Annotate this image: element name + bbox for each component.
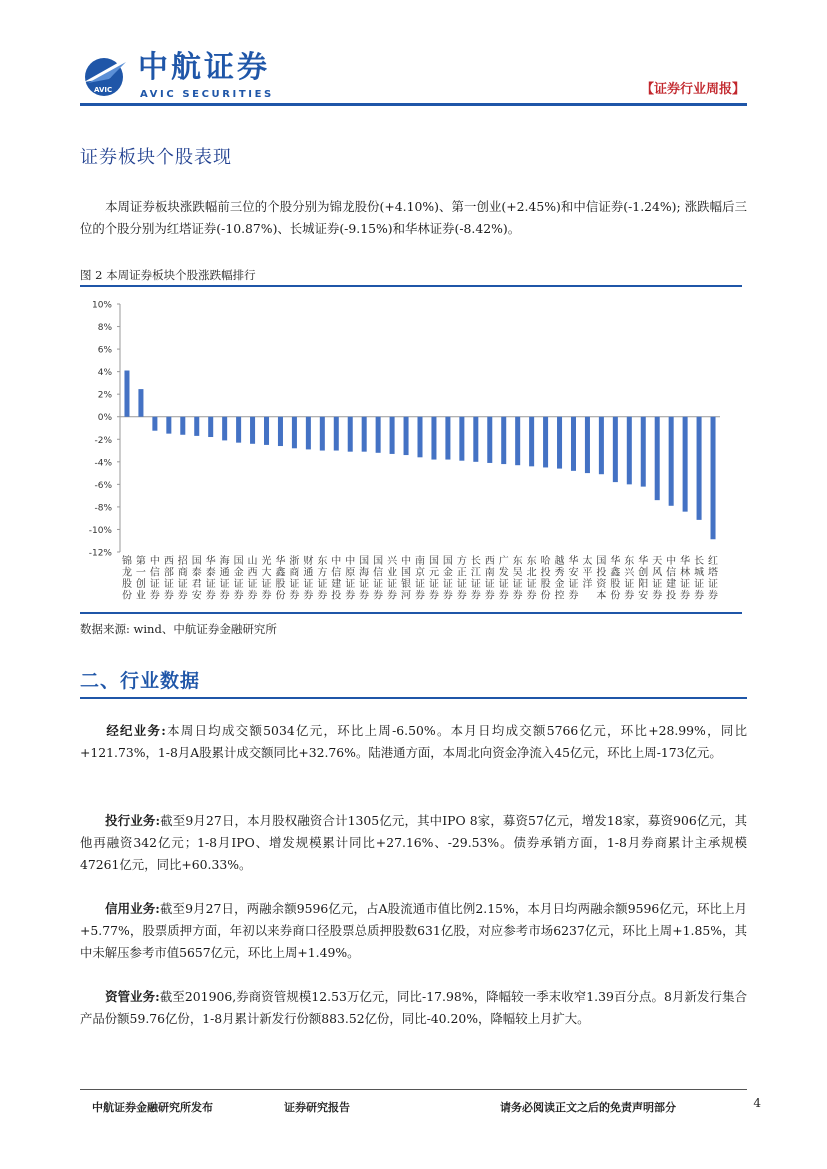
bar-15	[334, 417, 339, 451]
y-tick-label: 6%	[97, 345, 112, 356]
x-category-label: 国泰君安	[191, 556, 202, 602]
x-category-label: 华鑫股份	[610, 556, 621, 602]
bar-9	[250, 417, 255, 444]
am-label: 资管业务:	[105, 989, 160, 1004]
y-tick-label: -4%	[94, 458, 112, 469]
x-category-label: 越秀金控	[554, 556, 565, 602]
x-category-label: 国海证券	[359, 556, 370, 602]
y-tick-label: 0%	[97, 413, 112, 424]
bar-37	[641, 417, 646, 487]
bar-7	[222, 417, 227, 441]
bar-22	[431, 417, 436, 460]
bar-0	[124, 371, 129, 417]
y-tick-label: 4%	[97, 368, 112, 379]
x-category-label: 华安证券	[568, 556, 579, 602]
bar-39	[669, 417, 674, 506]
bar-5	[194, 417, 199, 436]
bar-40	[683, 417, 688, 512]
bar-29	[529, 417, 534, 467]
bar-24	[459, 417, 464, 461]
x-category-label: 南京证券	[415, 556, 425, 602]
header-divider	[80, 103, 747, 106]
x-category-label: 华创阳安	[638, 556, 649, 602]
bar-41	[697, 417, 702, 520]
bar-30	[543, 417, 548, 468]
x-category-label: 华鑫股份	[275, 556, 286, 602]
bar-19	[390, 417, 395, 454]
x-category-label: 国投资本	[596, 556, 607, 602]
x-category-label: 长城证券	[694, 556, 705, 602]
bar-14	[320, 417, 325, 451]
x-category-label: 浙商证券	[289, 556, 300, 602]
bar-18	[376, 417, 381, 453]
bar-28	[515, 417, 520, 465]
x-category-label: 中原证券	[345, 556, 356, 602]
x-category-label: 海通证券	[219, 556, 230, 602]
footer-publisher: 中航证券金融研究所发布	[92, 1101, 213, 1114]
report-type-label: 【证券行业周报】	[640, 82, 745, 97]
bar-3	[166, 417, 171, 434]
bar-4	[180, 417, 185, 435]
bar-16	[348, 417, 353, 452]
x-category-label: 天风证券	[652, 556, 663, 602]
bar-6	[208, 417, 213, 437]
figure-bottom-rule	[80, 612, 742, 614]
x-category-label: 西南证券	[484, 556, 495, 602]
y-tick-label: 2%	[97, 390, 112, 401]
bar-1	[138, 389, 143, 417]
x-category-label: 兴业证券	[387, 556, 398, 602]
y-tick-label: -6%	[94, 480, 112, 491]
y-tick-label: -10%	[88, 525, 112, 536]
bar-11	[278, 417, 283, 446]
x-category-label: 光大证券	[261, 556, 272, 602]
x-category-label: 中信建投	[666, 556, 677, 602]
y-tick-label: 8%	[97, 323, 112, 334]
bar-38	[655, 417, 660, 500]
avic-logo-icon	[80, 52, 132, 98]
figure-source: 数据来源: wind、中航证券金融研究所	[80, 622, 277, 636]
credit-label: 信用业务:	[105, 901, 160, 916]
x-category-label: 哈投股份	[540, 556, 551, 602]
x-category-label: 太平洋	[582, 556, 593, 590]
bar-33	[585, 417, 590, 473]
bar-21	[417, 417, 422, 458]
bar-13	[306, 417, 311, 450]
bar-32	[571, 417, 576, 471]
x-category-label: 东北证券	[526, 556, 537, 602]
x-category-label: 东兴证券	[624, 556, 635, 602]
x-category-label: 国金证券	[233, 556, 244, 602]
figure-top-rule	[80, 285, 742, 287]
bar-25	[473, 417, 478, 462]
bar-27	[501, 417, 506, 464]
brand-name-cn: 中航证券	[138, 50, 270, 85]
bar-17	[362, 417, 367, 452]
x-category-label: 招商证券	[177, 556, 188, 602]
bar-23	[445, 417, 450, 460]
y-tick-label: -8%	[94, 503, 112, 514]
bar-10	[264, 417, 269, 445]
section-title: 证券板块个股表现	[80, 147, 232, 168]
bar-35	[613, 417, 618, 482]
bar-34	[599, 417, 604, 474]
industry-heading-rule	[80, 697, 747, 699]
bar-42	[711, 417, 716, 540]
section-paragraph: 本周证券板块涨跌幅前三位的个股分别为锦龙股份(+4.10%)、第一创业(+2.45%)和中信证券(-1.24%); 涨跌幅后三位的个股分别为红塔证券(-10.87%)、长城证券(-9.15%)和华林证券(-8.42%)。	[80, 199, 747, 236]
brokerage-label: 经纪业务:	[105, 723, 166, 738]
stock-change-bar-chart	[80, 288, 742, 610]
y-tick-label: 10%	[91, 300, 112, 311]
credit-paragraph: 信用业务:截至9月27日，两融余额9596亿元，占A股流通市值比例2.15%，本月日均两融余额9596亿元，环比上月+5.77%，股票质押方面，年初以来券商口径股票总质押股数631亿股，对应参考市场6237亿元，环比上周+1.85%，其中未解压参考市值5657亿元，环比上周+1.49%。	[80, 901, 747, 960]
ib-label: 投行业务:	[105, 813, 161, 828]
brand-name-en: AVIC SECURITIES	[140, 89, 274, 100]
bar-8	[236, 417, 241, 443]
x-category-label: 中国银河	[401, 556, 412, 602]
page-number: 4	[753, 1096, 761, 1110]
ib-paragraph: 投行业务:截至9月27日，本月股权融资合计1305亿元，其中IPO 8家，募资57亿元，增发18家，募资906亿元，其他再融资342亿元；1-8月IPO、增发规模累计同比+27.16%、-29.53%。债券承销方面，1-8月券商累计主承规模47261亿元，同比+60.33%。	[80, 813, 748, 872]
x-category-label: 广发证券	[498, 556, 509, 602]
logo-mark-text: AVIC	[94, 86, 113, 94]
bar-2	[152, 417, 157, 431]
x-category-label: 国信证券	[373, 556, 384, 602]
bar-20	[404, 417, 409, 455]
bar-26	[487, 417, 492, 463]
y-tick-label: -12%	[88, 548, 112, 559]
bar-36	[627, 417, 632, 485]
footer-disclaimer: 请务必阅读正文之后的免责声明部分	[500, 1101, 676, 1114]
footer-report-kind: 证券研究报告	[284, 1101, 350, 1114]
x-category-label: 财通证券	[303, 556, 314, 602]
x-category-label: 锦龙股份	[121, 556, 132, 602]
x-category-label: 国元证券	[428, 556, 439, 602]
bar-31	[557, 417, 562, 469]
x-category-label: 华林证券	[680, 556, 691, 602]
brokerage-paragraph: 经纪业务:本周日均成交额5034亿元，环比上周-6.50%。本月日均成交额5766亿元，环比+28.99%，同比+121.73%，1-8月A股累计成交额同比+32.76%。陆港通方面，本周北向资金净流入45亿元，环比上周-173亿元。	[80, 723, 747, 760]
y-tick-label: -2%	[94, 435, 112, 446]
x-category-label: 东方证券	[317, 556, 328, 602]
x-category-label: 长江证券	[470, 556, 481, 602]
x-category-label: 国金证券	[442, 556, 453, 602]
figure-caption: 图 2 本周证券板块个股涨跌幅排行	[80, 268, 256, 282]
x-category-label: 第一创业	[135, 556, 146, 602]
x-category-label: 红塔证券	[708, 556, 719, 602]
x-category-label: 西部证券	[163, 556, 174, 602]
x-category-label: 中信证券	[149, 556, 160, 602]
am-paragraph: 资管业务:截至201906,券商资管规模12.53万亿元，同比-17.98%，降幅较一季末收窄1.39百分点。8月新发行集合产品份额59.76亿份，1-8月累计新发行份额883.52亿份，同比-40.20%，降幅较上月扩大。	[80, 989, 747, 1026]
x-category-label: 东吴证券	[512, 556, 523, 602]
bar-12	[292, 417, 297, 449]
footer-divider	[80, 1089, 747, 1090]
x-category-label: 华泰证券	[205, 556, 216, 602]
x-category-label: 山西证券	[247, 556, 258, 602]
industry-heading: 二、行业数据	[80, 670, 201, 692]
x-category-label: 中信建投	[331, 556, 342, 602]
x-category-label: 方正证券	[456, 556, 467, 602]
